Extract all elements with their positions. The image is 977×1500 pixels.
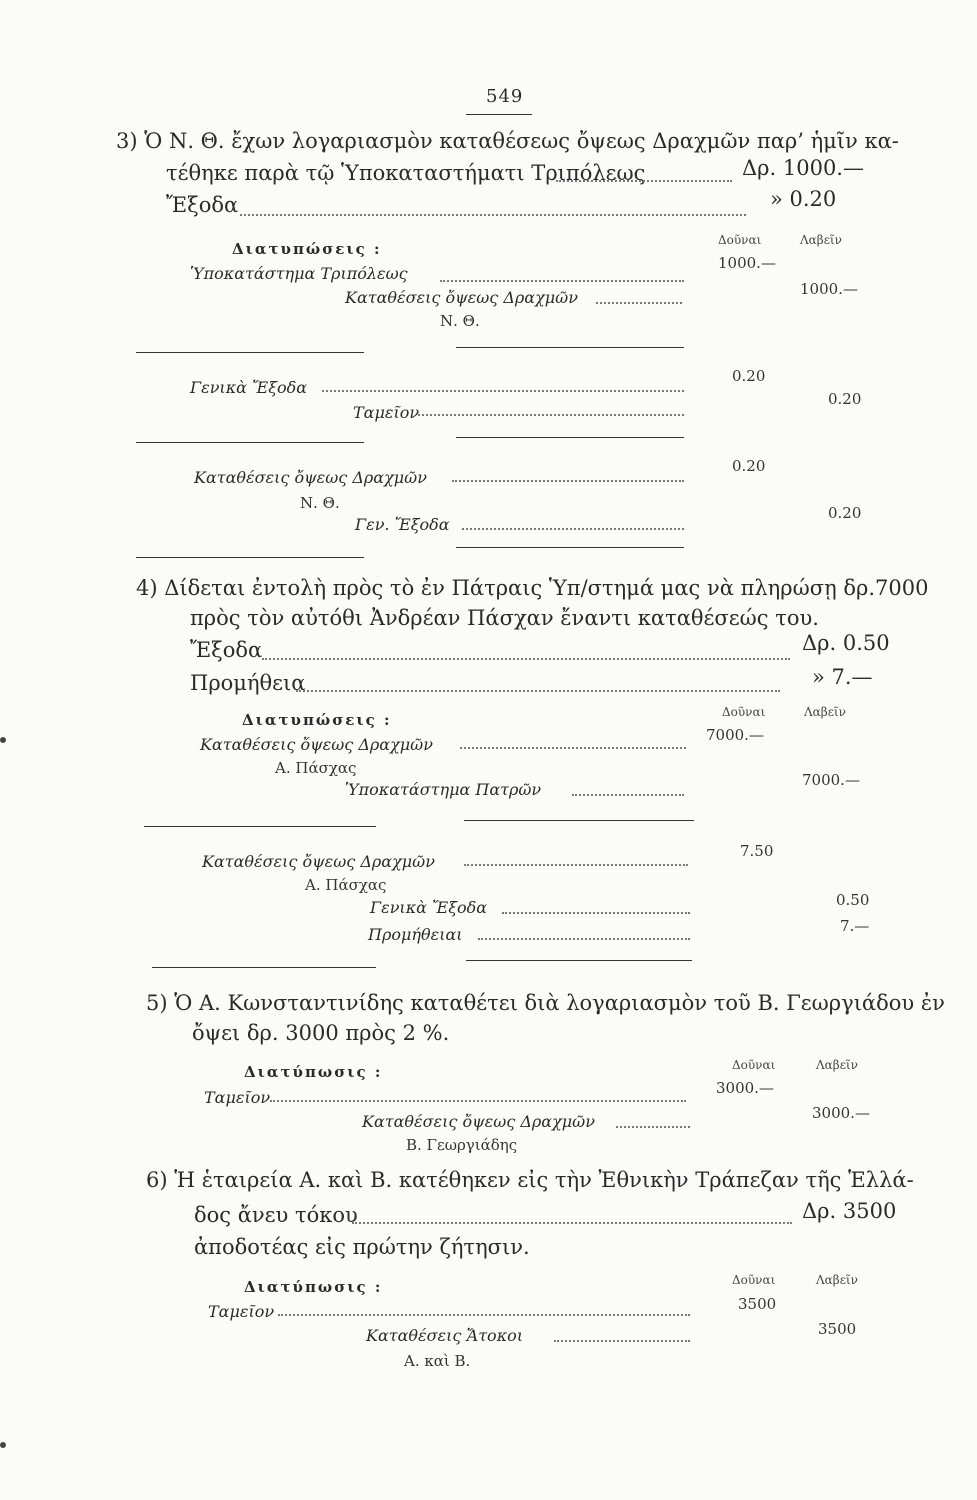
journal-credit-account: Ὑποκατάστημα Πατρῶν [345, 780, 542, 799]
entry-3-line2: τέθηκε παρὰ τῷ Ὑποκαταστήματι Τριπόλεως [166, 161, 646, 185]
dot-leader [418, 414, 684, 416]
dot-leader [462, 528, 684, 530]
dot-leader [440, 280, 684, 282]
dot-leader [572, 794, 684, 796]
journal-credit-account: Γενικὰ Ἔξοδα [370, 898, 488, 917]
entry-4-line4-amount: » 7.— [812, 665, 873, 689]
journal-debit-amount: 7000.— [706, 726, 764, 744]
entry-3-heading: Διατυπώσεις : [232, 240, 382, 258]
journal-credit-amount: 0.20 [828, 504, 862, 522]
journal-party: Α. Πάσχας [305, 876, 387, 894]
dot-leader [262, 658, 790, 660]
dot-leader [240, 214, 746, 216]
dot-leader [596, 302, 682, 304]
dot-leader [554, 1340, 690, 1342]
entry-6-heading: Διατύπωσις : [244, 1278, 383, 1296]
dot-leader [352, 1222, 792, 1224]
page-number-rule [466, 114, 532, 115]
column-header-labein: Λαβεῖν [800, 233, 842, 247]
journal-credit-amount: 3000.— [812, 1104, 870, 1122]
dot-leader [556, 180, 732, 182]
journal-debit-account: Καταθέσεις ὄψεως Δραχμῶν [194, 468, 427, 487]
entry-6-line2: δος ἄνευ τόκου [194, 1203, 358, 1227]
journal-debit-amount: 3500 [738, 1295, 777, 1313]
journal-credit-amount: 1000.— [800, 280, 858, 298]
journal-party: Ν. Θ. [440, 312, 480, 330]
column-header-labein: Λαβεῖν [816, 1273, 858, 1287]
journal-credit-account: Προμήθειαι [368, 925, 463, 944]
entry-4-line1: 4) Δίδεται ἐντολὴ πρὸς τὸ ἐν Πάτραις Ὑπ/στημά μας νὰ πληρώσῃ δρ.7000 [136, 576, 929, 600]
dot-leader [502, 912, 690, 914]
journal-party: Β. Γεωργιάδης [406, 1136, 518, 1154]
entry-5-line2: ὄψει δρ. 3000 πρὸς 2 %. [192, 1021, 450, 1045]
entry-3-line3-amount: » 0.20 [770, 187, 837, 211]
journal-credit-account: Ταμεῖον [353, 403, 420, 422]
journal-debit-account: Ταμεῖον [208, 1302, 275, 1321]
journal-rule-right [456, 547, 684, 548]
journal-rule-right [456, 437, 684, 438]
journal-rule-left [136, 352, 364, 353]
entry-6-line1: 6) Ἡ ἑταιρεία Α. καὶ Β. κατέθηκεν εἰς τὴν Ἐθνικὴν Τράπεζαν τῆς Ἑλλά- [146, 1168, 914, 1192]
journal-rule-left [152, 967, 376, 968]
journal-rule-left [136, 442, 364, 443]
scan-mark [0, 737, 6, 743]
entry-3-line2-amount: Δρ. 1000.— [742, 156, 864, 180]
entry-4-heading: Διατυπώσεις : [242, 711, 392, 729]
dot-leader [270, 1100, 686, 1102]
column-header-labein: Λαβεῖν [804, 705, 846, 719]
column-header-dounai: Δοῦναι [718, 233, 762, 247]
journal-credit-account: Καταθέσεις ὄψεως Δραχμῶν [362, 1112, 595, 1131]
entry-3-line1: 3) Ὁ Ν. Θ. ἔχων λογαριασμὸν καταθέσεως ὄψεως Δραχμῶν παρ’ ἡμῖν κα- [116, 129, 899, 153]
entry-5-line1: 5) Ὁ Α. Κωνσταντινίδης καταθέτει διὰ λογαριασμὸν τοῦ Β. Γεωργιάδου ἐν [146, 991, 945, 1015]
journal-rule-right [466, 960, 692, 961]
journal-credit-account: Καταθέσεις ὄψεως Δραχμῶν [345, 288, 578, 307]
journal-party: Ν. Θ. [300, 494, 340, 512]
entry-4-line2: πρὸς τὸν αὐτόθι Ἀνδρέαν Πάσχαν ἔναντι καταθέσεώς του. [190, 606, 819, 630]
journal-rule-right [456, 347, 684, 348]
dot-leader [296, 690, 780, 692]
journal-debit-amount: 0.20 [732, 457, 766, 475]
journal-rule-left [136, 557, 364, 558]
dot-leader [322, 390, 684, 392]
journal-party: Α. καὶ Β. [404, 1352, 471, 1370]
column-header-labein: Λαβεῖν [816, 1058, 858, 1072]
journal-credit-amount: 7000.— [802, 771, 860, 789]
journal-debit-account: Ὑποκατάστημα Τριπόλεως [190, 264, 408, 283]
journal-debit-amount: 1000.— [718, 254, 776, 272]
journal-credit-amount: 3500 [818, 1320, 857, 1338]
journal-rule-right [464, 820, 694, 821]
entry-3-line3: Ἔξοδα [166, 193, 239, 217]
journal-party: Α. Πάσχας [275, 759, 357, 777]
journal-debit-account: Ταμεῖον [204, 1088, 271, 1107]
journal-debit-account: Καταθέσεις ὄψεως Δραχμῶν [202, 852, 435, 871]
journal-debit-amount: 3000.— [716, 1079, 774, 1097]
dot-leader [464, 864, 688, 866]
journal-credit-amount: 0.50 [836, 891, 870, 909]
journal-debit-amount: 0.20 [732, 367, 766, 385]
column-header-dounai: Δοῦναι [732, 1273, 776, 1287]
column-header-dounai: Δοῦναι [732, 1058, 776, 1072]
journal-debit-amount: 7.50 [740, 842, 774, 860]
dot-leader [478, 938, 690, 940]
journal-credit-amount: 0.20 [828, 390, 862, 408]
journal-debit-account: Καταθέσεις ὄψεως Δραχμῶν [200, 735, 433, 754]
entry-4-line3: Ἔξοδα [190, 638, 263, 662]
journal-debit-account: Γενικὰ Ἔξοδα [190, 378, 308, 397]
journal-rule-left [144, 826, 376, 827]
dot-leader [278, 1314, 690, 1316]
scan-mark [0, 1442, 6, 1448]
entry-6-line3: ἀποδοτέας εἰς πρώτην ζήτησιν. [194, 1235, 530, 1259]
column-header-dounai: Δοῦναι [722, 705, 766, 719]
dot-leader [460, 747, 686, 749]
journal-credit-amount: 7.— [840, 917, 870, 935]
entry-4-line4: Προμήθεια [190, 671, 306, 695]
journal-credit-account: Γεν. Ἔξοδα [355, 515, 450, 534]
dot-leader [616, 1126, 690, 1128]
dot-leader [452, 480, 684, 482]
entry-5-heading: Διατύπωσις : [244, 1063, 383, 1081]
entry-6-line2-amount: Δρ. 3500 [802, 1199, 897, 1223]
page-number: 549 [486, 86, 524, 107]
entry-4-line3-amount: Δρ. 0.50 [802, 631, 890, 655]
journal-credit-account: Καταθέσεις Ἄτοκοι [366, 1326, 524, 1345]
